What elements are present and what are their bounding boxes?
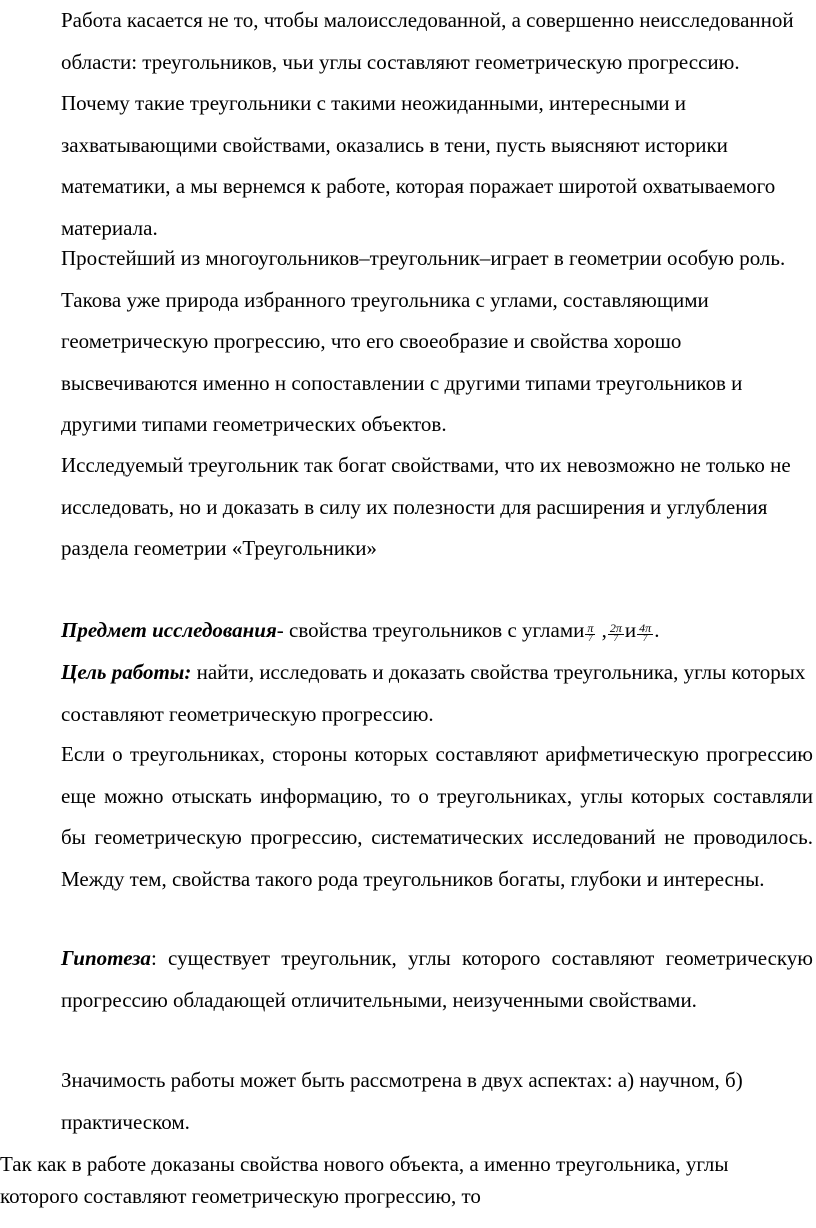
hypothesis-text: : существует треугольник, углы которого составляют геометрическую прогрессию обладающей отличительными, неизученными свойствами.: [61, 946, 813, 1012]
fraction-4pi-over-7: [637, 622, 653, 645]
paragraph-intro: Работа касается не то, чтобы малоисследованной, а совершенно неисследованной области: треугольников, чьи углы составляют геометрическую прогрессию. Почему такие треугольники с такими неожиданными, интересными и захватывающими свойствами, оказались в тени, пусть выясняют историки математики, а мы вернемся к работе, которая поражает широтой охватываемого материала.: [61, 8, 794, 240]
fraction-1-denominator: 7: [588, 635, 593, 643]
fraction-2-denominator: 7: [613, 635, 619, 643]
paragraph-closing: Так как в работе доказаны свойства нового объекта, а именно треугольника, углы которого составляют геометрическую прогрессию, то: [0, 1152, 729, 1208]
paragraph-goal: [61, 652, 813, 735]
fraction-pi-over-7: [585, 622, 595, 645]
subject-and: и: [624, 618, 637, 642]
paragraph-rich-properties: Исследуемый треугольник так богат свойствами, что их невозможно не только не исследовать, но и доказать в силу их полезности для расширения и углубления раздела геометрии «Треугольники»: [61, 453, 791, 560]
hypothesis-label: Гипотеза: [61, 946, 151, 970]
fraction-2-numerator: 2π: [609, 621, 622, 635]
paragraph-significance: Значимость работы может быть рассмотрена в двух аспектах: а) научном, б) практическом.: [61, 1068, 743, 1134]
fraction-3-numerator: 4π: [639, 621, 652, 635]
subject-comma: ,: [596, 618, 607, 642]
subject-text: - свойства треугольников с углами: [276, 618, 585, 642]
goal-text: найти, исследовать и доказать свойства треугольника, углы которых составляют геометрическую прогрессию.: [61, 660, 806, 726]
paragraph-arithmetic-progression: Если о треугольниках, стороны которых составляют арифметическую прогрессию еще можно отыскать информацию, то о треугольниках, углы которых составляли бы геометрическую прогрессию, систематических исследований не проводилось. Между тем, свойства такого рода треугольников богаты, глубоки и интересны.: [61, 742, 813, 891]
subject-end: .: [654, 618, 660, 642]
fraction-1-numerator: π: [587, 621, 594, 635]
goal-label: Цель работы:: [61, 660, 192, 684]
paragraph-hypothesis: [61, 938, 813, 1021]
fraction-3-denominator: 7: [642, 635, 648, 643]
subject-label: Предмет исследования: [61, 618, 277, 642]
paragraph-subject: [61, 610, 813, 652]
paragraph-simplest-polygon: Простейший из многоугольников–треугольник–играет в геометрии особую роль. Такова уже природа избранного треугольника с углами, составляющими геометрическую прогрессию, что его своеобразие и свойства хорошо высвечиваются именно н сопоставлении с другими типами треугольников и другими типами геометрических объектов.: [61, 246, 786, 436]
fraction-2pi-over-7: [608, 622, 624, 645]
